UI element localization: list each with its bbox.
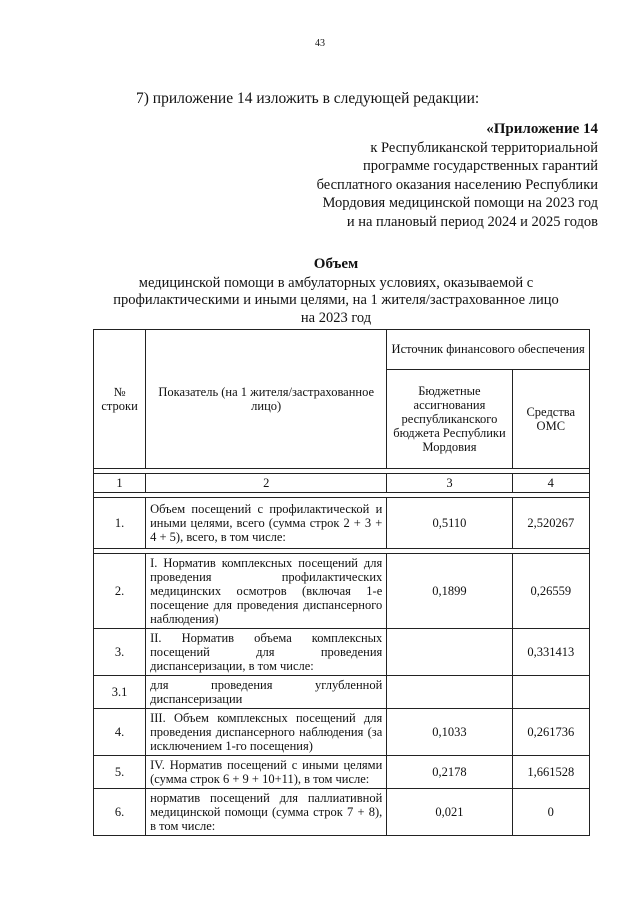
title-main: Объем xyxy=(313,256,359,272)
appendix-line: к Республиканской территориальной xyxy=(370,139,598,156)
header-oms: Средства ОМС xyxy=(512,369,589,468)
row-no: 1. xyxy=(94,498,146,549)
col-number: 4 xyxy=(512,474,589,493)
row-no: 2. xyxy=(94,554,146,629)
row-indicator: II. Норматив объема комплексных посещений для проведения диспансеризации, в том числе: xyxy=(146,629,387,676)
row-indicator: норматив посещений для паллиативной медицинской помощи (сумма строк 7 + 8), в том числе: xyxy=(146,789,387,836)
row-oms: 0,331413 xyxy=(512,629,589,676)
header-row xyxy=(94,330,590,370)
appendix-line: Мордовия медицинской помощи на 2023 год xyxy=(322,195,598,211)
header-budget: Бюджетные ассигнования республиканского бюджета Республики Мордовия xyxy=(387,369,512,468)
appendix-line: и на плановый период 2024 и 2025 годов xyxy=(346,213,598,230)
table-row xyxy=(94,498,590,549)
row-indicator: для проведения углубленной диспансеризации xyxy=(146,676,387,709)
row-no: 6. xyxy=(94,789,146,836)
col-number: 1 xyxy=(94,474,146,493)
table-row xyxy=(94,789,590,836)
row-oms: 1,661528 xyxy=(512,756,589,789)
appendix-block xyxy=(317,120,598,231)
row-budget: 0,021 xyxy=(387,789,512,836)
row-budget: 0,1033 xyxy=(387,709,512,756)
table-row xyxy=(94,756,590,789)
row-indicator: I. Норматив комплексных посещений для проведения профилактических медицинских осмотров (включая 1-е посещение для проведения диспансерного наблюдения) xyxy=(146,554,387,629)
row-budget xyxy=(387,676,512,709)
table-row xyxy=(94,709,590,756)
intro-text: 7) приложение 14 изложить в следующей редакции: xyxy=(136,90,480,107)
page-number: 43 xyxy=(315,38,325,49)
table-row xyxy=(94,629,590,676)
header-indicator: Показатель (на 1 жителя/застрахованное лицо) xyxy=(146,330,387,469)
row-indicator: IV. Норматив посещений с иными целями (сумма строк 6 + 9 + 10+11), в том числе: xyxy=(146,756,387,789)
volume-table xyxy=(93,329,590,836)
row-budget xyxy=(387,629,512,676)
row-oms: 0,26559 xyxy=(512,554,589,629)
row-budget: 0,1899 xyxy=(387,554,512,629)
title-line: на 2023 год xyxy=(300,309,372,326)
col-number: 2 xyxy=(146,474,387,493)
row-no: 3. xyxy=(94,629,146,676)
appendix-heading: «Приложение 14 xyxy=(486,121,598,137)
row-no: 3.1 xyxy=(94,676,146,709)
title-line: медицинской помощи в амбулаторных условиях, оказываемой с xyxy=(138,274,534,291)
row-budget: 0,2178 xyxy=(387,756,512,789)
table-row xyxy=(94,676,590,709)
row-oms: 2,520267 xyxy=(512,498,589,549)
row-no: 5. xyxy=(94,756,146,789)
row-no: 4. xyxy=(94,709,146,756)
row-indicator: Объем посещений с профилактической и иными целями, всего (сумма строк 2 + 3 + 4 + 5), всего, в том числе: xyxy=(146,498,387,549)
header-row-no: № строки xyxy=(94,330,146,469)
row-budget: 0,5110 xyxy=(387,498,512,549)
row-oms: 0,261736 xyxy=(512,709,589,756)
table-row xyxy=(94,554,590,629)
appendix-line: программе государственных гарантий xyxy=(363,158,598,174)
row-oms xyxy=(512,676,589,709)
document-title xyxy=(96,256,576,327)
column-number-row xyxy=(94,474,590,493)
col-number: 3 xyxy=(387,474,512,493)
row-indicator: III. Объем комплексных посещений для проведения диспансерного наблюдения (за исключением 1-го посещения) xyxy=(146,709,387,756)
header-source: Источник финансового обеспечения xyxy=(387,330,590,370)
title-line: профилактическими и иными целями, на 1 жителя/застрахованное лицо xyxy=(113,292,559,308)
appendix-line: бесплатного оказания населению Республики xyxy=(316,176,598,193)
row-oms: 0 xyxy=(512,789,589,836)
